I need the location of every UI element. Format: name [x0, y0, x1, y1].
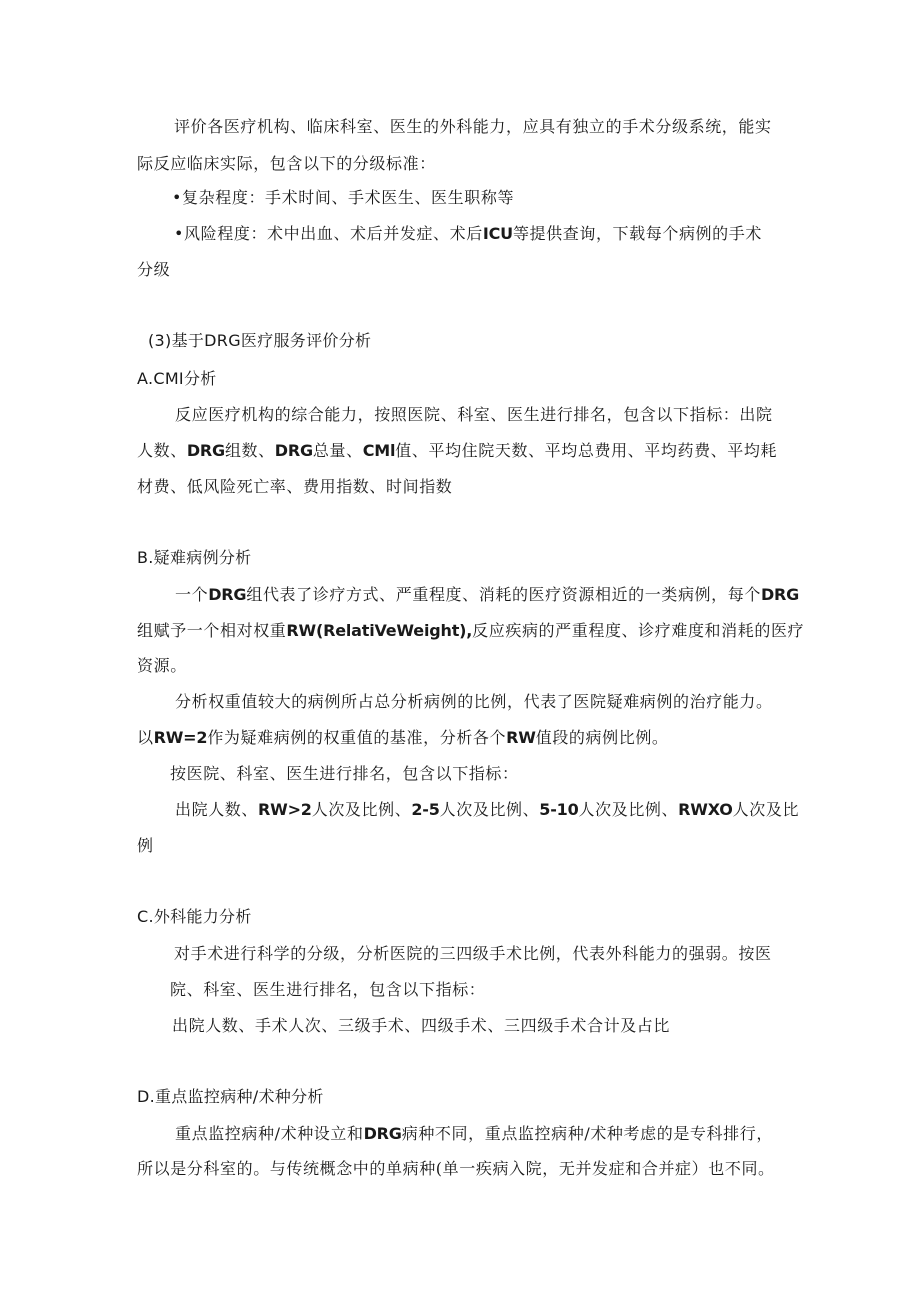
bullet-complexity: •复杂程度：手术时间、手术医生、医生职称等	[172, 188, 515, 207]
difficult-p1-line-2: 组赋予一个相对权重RW(RelatiVeWeight),反应疾病的严重程度、诊疗难度和消耗的医疗	[137, 621, 805, 640]
surgical-title: C.外科能力分析	[137, 907, 252, 926]
cmi-line-2: 人数、DRG组数、DRG总量、CMl值、平均住院天数、平均总费用、平均药费、平均耗	[137, 441, 778, 460]
key-monitoring-title: D.重点监控病种/术种分析	[137, 1087, 324, 1106]
bullet-risk-cont: 分级	[137, 260, 171, 279]
difficult-p4-line-2: 例	[137, 836, 154, 855]
grading-intro-line-1: 评价各医疗机构、临床科室、医生的外科能力，应具有独立的手术分级系统，能实	[174, 117, 772, 136]
difficult-p4-line-1: 出院人数、RW>2人次及比例、2-5人次及比例、5-10人次及比例、RWXO人次及比	[175, 800, 800, 819]
bullet-risk: •风险程度：术中出血、术后并发症、术后ICU等提供查询，下载每个病例的手术	[174, 224, 762, 243]
difficult-p2-line-2: 以RW=2作为疑难病例的权重值的基准，分析各个RW值段的病例比例。	[137, 728, 669, 747]
difficult-p1-line-3: 资源。	[137, 656, 187, 675]
difficult-title: B.疑难病例分析	[137, 548, 252, 567]
difficult-p1-line-1: 一个DRG组代表了诊疗方式、严重程度、消耗的医疗资源相近的一类病例，每个DRG	[175, 585, 800, 604]
cmi-title: A.CMI分析	[137, 369, 217, 388]
cmi-line-1: 反应医疗机构的综合能力，按照医院、科室、医生进行排名，包含以下指标：出院	[175, 405, 773, 424]
key-monitoring-line-2: 所以是分科室的。与传统概念中的单病种(单一疾病入院，无并发症和合并症）也不同。	[137, 1159, 775, 1178]
surgical-p1-line-1: 对手术进行科学的分级，分析医院的三四级手术比例，代表外科能力的强弱。按医	[174, 944, 772, 963]
grading-intro-line-2: 际反应临床实际，包含以下的分级标准：	[137, 154, 436, 173]
section-3-title: (3)基于DRG医疗服务评价分析	[148, 331, 372, 350]
surgical-p2: 出院人数、手术人次、三级手术、四级手术、三四级手术合计及占比	[172, 1016, 671, 1035]
surgical-p1-line-2: 院、科室、医生进行排名，包含以下指标：	[170, 980, 486, 999]
difficult-p2-line-1: 分析权重值较大的病例所占总分析病例的比例，代表了医院疑难病例的治疗能力。	[175, 692, 773, 711]
cmi-line-3: 材费、低风险死亡率、费用指数、时间指数	[137, 477, 453, 496]
key-monitoring-line-1: 重点监控病种/术种设立和DRG病种不同，重点监控病种/术种考虑的是专科排行，	[175, 1124, 773, 1143]
difficult-p3: 按医院、科室、医生进行排名，包含以下指标：	[170, 764, 519, 783]
